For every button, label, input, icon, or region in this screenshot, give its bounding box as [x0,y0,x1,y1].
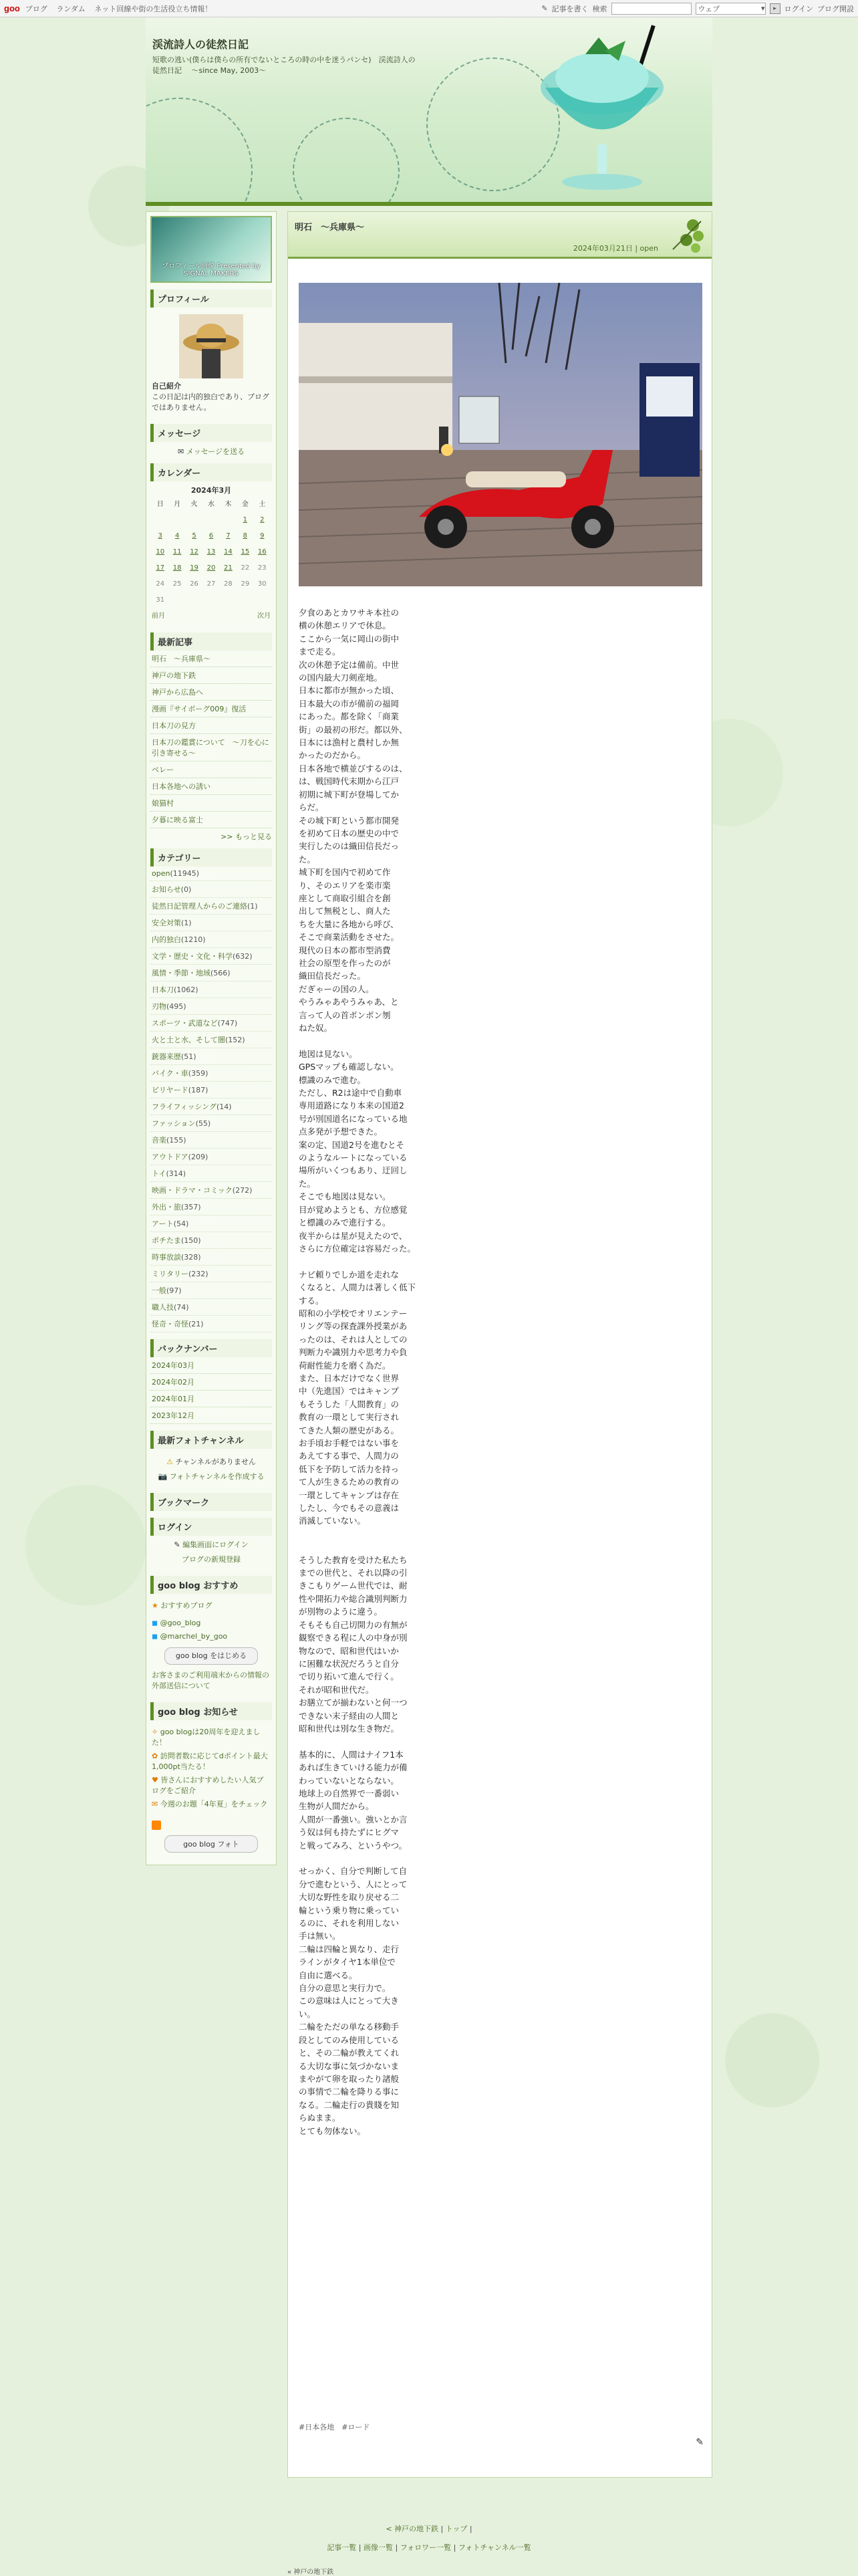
recommend-blog-link[interactable]: おすすめブログ [160,1601,212,1610]
category-link[interactable]: 日本刀 [152,985,174,994]
category-item[interactable] [150,1215,272,1232]
category-link[interactable]: フライフィッシング [152,1102,217,1111]
photo-channel-box [150,1449,272,1486]
news-link[interactable]: 皆さんにおすすめしたい人気ブログをご紹介 [152,1776,264,1795]
calendar-day: 28 [224,580,233,588]
category-link[interactable]: トイ [152,1169,166,1178]
calendar-weekday: 火 [190,501,198,508]
footer-link[interactable]: フォロワー一覧 [400,2543,452,2552]
category-item[interactable] [150,915,272,931]
footer-link[interactable]: 記事一覧 [327,2543,357,2552]
chat-icon: ✉ [152,1800,160,1808]
category-link[interactable]: 徒然日記管理人からのご連絡 [152,902,247,911]
pencil-icon: ✎ [541,4,548,13]
category-link[interactable]: 時事放談 [152,1253,181,1262]
category-item[interactable] [150,881,272,898]
category-count: (155) [166,1136,186,1145]
category-count: (152) [225,1036,245,1044]
open-blog-link[interactable]: ブログ開設 [817,4,854,13]
login-heading: ログイン [150,1518,272,1536]
category-link[interactable]: スポーツ・武道など [152,1019,218,1028]
backnumber-heading: バックナンバー [150,1339,272,1357]
topbar-link-info[interactable]: ネット回線や街の生活役立ち情報！ [94,4,212,13]
category-link[interactable]: 文学・歴史・文化・科学 [152,952,233,961]
news-link[interactable]: 今週のお題「4年夏」をチェック [160,1800,268,1808]
recent-article-link[interactable]: 日本各地への誘い [150,778,272,795]
lace-ornament [293,118,400,206]
calendar-day[interactable]: 10 [156,548,165,556]
category-link[interactable]: 外出・旅 [152,1203,181,1211]
bookmark-heading: ブックマーク [150,1493,272,1511]
calendar-day[interactable]: 2 [260,516,265,523]
heart-icon: ♥ [152,1776,161,1784]
twitter-marchel-link[interactable]: @marchel_by_goo [160,1632,228,1641]
pencil-icon: ✎ [174,1540,180,1549]
category-link[interactable]: 内的独白 [152,935,181,944]
category-count: (0) [180,885,192,894]
calendar-day[interactable]: 20 [206,564,216,572]
send-message-link[interactable] [150,446,272,457]
category-count: (566) [210,969,231,977]
category-link[interactable]: 一般 [152,1286,166,1295]
start-goo-blog-button[interactable]: goo blog をはじめる [164,1647,258,1665]
calendar-day: 26 [190,580,198,588]
register-blog-link[interactable]: ブログの新規登録 [182,1555,241,1564]
blog-description: 短歌の逃い(僕らは僕らの所有でないところの時の中を迷うパンセ) 渓流詩人の徒然日記 ～since May, 2003～ [152,55,416,75]
category-item[interactable] [150,965,272,981]
calendar-day [202,512,219,528]
search-go-button[interactable]: ▸ [770,3,780,14]
category-count: (187) [188,1086,208,1094]
news-item[interactable] [152,1775,271,1796]
category-link[interactable]: 映画・ドラマ・コミック [152,1186,233,1195]
category-count: (314) [166,1169,186,1178]
post-body: 夕食のあとカワサキ本社の 横の休憩エリアで休息。 ここから一気に岡山の街中 まで走る。 次の休憩予定は備前。中世 の国内最大刀剣産地。 日本に都市が無かった頃、 日本最大の市が備前の福岡 にあった。都を除く「商業 街」の最初の形だ。都以外、 日本には漁村と農村しか無 かったのだから。 日本各地で横並びするのは、 は、戦国時代末期から江戸 初期に城下町が登場してか らだ。 その城下町という都市開発 を初めて日本の歴史の中で 実行したのは織田信長だっ た。 城下町を国内で初めて作 り、そのエリアを楽市楽 座として商取引組合を創 出して無税とし、商人た ちを大量に各地から呼び、 そこで商業活動をさせた。 現代の日本の都市型消費 社会の原型を作ったのが 織田信長だった。 だぎゃーの国の人。 やうみゃあやうみゃあ、と 言って人の首ポンポン刎 ねた奴。 地図は見ない。 GPSマップも確認しない。 標識のみで進む。 ただし、R2は途中で自動車 専用道路になり本来の国道2 号が別国道名になっている地 点多発が予想できた。 案の定、国道2号を進むとそ のようなルートになっている 場所がいくつもあり、迂回し た。 そこでも地図は見ない。 目が覚めようとも、方位感覚 と標識のみで進行する。 夜半からは星が見えたので、 さらに方位確定は容易だった。 ナビ頼りでしか道を走れな くなると、人間力は著しく低下 する。 昭和の小学校でオリエンテー リング等の探査課外授業があ ったのは、それは人としての 判断力や識別力や思考力や負 荷耐性能力を磨く為だ。 また、日本だけでなく世界 中（先進国）ではキャンプ もそうした「人間教育」の 教育の一環として実行され てきた人類の歴史がある。 お手頃お手軽ではない事を あえてする事で、人間力の 低下を予防して活力を持っ て人が生きるための教育の 一環としてキャンプは存在 したし、今でもその意義は 消滅していない。 そうした教育を受けた私たち までの世代と、それ以降の引 きこもりゲーム世代では、耐 性や開拓力や総合識別判断力 が別物のように違う。 そもそも自己切開力の有無が 観察できる程に人の中身が別 物なので、昭和世代はいか に困難な状況だろうと自分 で切り拓いて進んで行く。 それが昭和世代だ。 お膳立てが揃わないと何一つ できない末子経由の人間と 昭和世代は別な生き物だ。 基本的に、人間はナイフ1本 あれば生きていける能力が備 わっていないとならない。 地球上の自然界で一番弱い 生物が人間だから。 人間が一番強い。強いとか言 う奴は何も持たずにヒグマ と戦ってみろ、というやつ。 せっかく、自分で判断して自 分で進むという、人にとって 大切な野性を取り戻せる二 輪という乗り物に乗ってい るのに、それを利用しない 手は無い。 二輪は四輪と異なり、走行 ラインがタイヤ1本単位で 自由に選べる。 自分の意思と実行力で。 この意味は人にとって大き い。 二輪をただの単なる移動手 段としてのみ使用している と、その二輪が教えてくれ る大切な事に気づかないま まやがて卵を取ったり諸般 の事情で二輪を降りる事に なる。二輪走行の貴賤を知 らぬまま。 とても勿体ない。 [299,608,416,2136]
star-icon: ★ [152,1601,158,1610]
calendar-day[interactable]: 19 [190,564,198,572]
message-heading: メッセージ [150,424,272,442]
category-count: (357) [181,1203,201,1211]
calendar-day[interactable]: 11 [172,548,182,556]
calendar-day[interactable]: 6 [208,532,214,540]
category-count: (272) [232,1186,253,1195]
write-article-link[interactable]: 記事を書く [551,4,589,13]
calendar-day[interactable]: 15 [241,548,250,556]
category-count: (359) [188,1069,208,1078]
category-link[interactable]: アウトドア [152,1153,188,1161]
login-box [150,1536,272,1569]
recent-article-link[interactable]: 神戸から広島へ [150,684,272,701]
rss-icon[interactable] [152,1821,161,1830]
post-date-link[interactable]: 2024年03月21日 [573,244,633,253]
intro-label: 自己紹介 [152,382,181,390]
envelope-icon: ✉ [177,447,184,456]
category-link[interactable]: バイク・車 [152,1069,188,1078]
category-item[interactable] [150,898,272,915]
warning-icon: ⚠ [166,1457,174,1466]
calendar-day[interactable]: 14 [224,548,233,556]
photo-channel-none: チャンネルがありません [175,1457,256,1466]
calendar-table [152,497,271,608]
backnumber-link[interactable]: 2024年01月 [150,1391,272,1407]
blog-title[interactable]: 渓流詩人の徒然日記 [152,38,249,51]
calendar-day [237,592,253,608]
recent-article-link[interactable]: 漫画『サイボーグ009』復活 [150,701,272,717]
category-count: (51) [181,1052,196,1061]
calendar-day [186,592,202,608]
footer-link[interactable]: フォトチャンネル一覧 [458,2543,531,2552]
topbar-link-blog[interactable]: ブログ [25,4,47,13]
recent-article-link[interactable]: 娘猫村 [150,795,272,812]
recent-article-link[interactable]: 夕暮に映る富士 [150,812,272,828]
sparkle-icon: ✧ [152,1728,160,1736]
recent-articles-list [150,651,272,828]
category-count: (495) [166,1002,186,1011]
post-title: 明石 ～兵庫県～ [295,223,365,233]
recent-heading: 最新記事 [150,632,272,651]
intro-text: この日記は内的独白であり、ブログではありません。 [152,392,269,412]
profile-heading: プロフィール [150,289,272,308]
category-count: (97) [166,1286,182,1295]
external-transmission-notice-link[interactable]: お客さまのご利用端末からの情報の外部送信について [152,1671,269,1690]
calendar-day[interactable]: 13 [206,548,216,556]
footer-link[interactable]: 画像一覧 [364,2543,394,2552]
calendar-day: 30 [257,580,267,588]
category-link[interactable]: ポチたま [152,1236,181,1245]
category-item[interactable] [150,1316,272,1332]
calendar-day [220,512,237,528]
recent-article-link[interactable]: 日本刀の見方 [150,717,272,734]
news-list [150,1720,272,1817]
twitter-icon: ◼ [152,1619,158,1627]
create-photo-channel-link[interactable]: フォトチャンネルを作成する [169,1472,265,1481]
camera-icon: 📷 [158,1472,168,1481]
calendar-month: 2024年3月 [190,486,232,495]
category-item[interactable] [150,1165,272,1182]
calendar-day[interactable]: 12 [190,548,198,556]
category-item[interactable] [150,998,272,1015]
category-count: (747) [217,1019,238,1028]
news-item[interactable] [152,1751,271,1772]
calendar-day[interactable]: 21 [224,564,233,572]
calendar-day[interactable]: 17 [156,564,165,572]
calendar-day[interactable]: 8 [243,532,247,540]
twitter-goo-blog-link[interactable]: @goo_blog [160,1619,201,1627]
calendar-day: 25 [172,580,182,588]
category-item[interactable] [150,948,272,965]
calendar-day[interactable]: 9 [260,532,265,540]
backnumber-link[interactable]: 2023年12月 [150,1407,272,1424]
category-count: (632) [233,952,253,961]
category-link[interactable]: お知らせ [152,885,181,894]
calendar-weekday: 金 [241,501,249,508]
topbar-right [541,3,854,15]
category-heading: カテゴリー [150,848,272,866]
category-item[interactable] [150,981,272,998]
prev-article-link[interactable]: < 神戸の地下鉄 [386,2525,439,2533]
calendar-day [186,512,202,528]
calendar-weekday: 月 [174,501,181,508]
category-count: (232) [188,1270,208,1278]
banner-caption: プロフィール画像 Presented by SIGNAL MAKERS [162,263,261,277]
calendar-day[interactable]: 3 [158,532,162,540]
top-link[interactable]: トップ [445,2525,468,2533]
goo-blog-photo-button[interactable]: goo blog フォト [164,1835,258,1853]
calendar-day: 31 [156,596,165,604]
recent-article-link[interactable]: 日本刀の鑑賞について ～刀を心に引き寄せる～ [150,734,272,762]
category-item[interactable] [150,1182,272,1199]
category-item[interactable] [150,1232,272,1249]
post-header [288,212,712,259]
category-item[interactable] [150,1249,272,1266]
category-item[interactable] [150,1299,272,1316]
footer-nav: < 神戸の地下鉄 | トップ | [386,2525,472,2533]
calendar-nav [152,611,271,622]
blog-header [146,17,712,206]
calendar-prev-link[interactable]: 前月 [152,612,165,620]
twitter-icon: ◼ [152,1632,158,1641]
login-link[interactable]: ログイン [784,4,813,13]
category-item[interactable] [150,1132,272,1149]
calendar-next-link[interactable]: 次月 [257,612,271,620]
calendar-day [220,592,237,608]
category-count: (209) [188,1153,208,1161]
calendar-day: 23 [257,564,267,572]
category-link[interactable]: ビリヤード [152,1086,188,1094]
shaved-ice-glass-image [519,24,686,198]
category-item[interactable] [150,1199,272,1215]
calendar-day [254,592,271,608]
category-count: (1) [247,902,258,911]
calendar-day: 29 [241,580,250,588]
category-link[interactable]: 刃物 [152,1002,166,1011]
category-item[interactable] [150,1065,272,1082]
calendar-day [168,592,185,608]
post-tags[interactable]: #日本各地 #ロード [299,2423,370,2432]
sidebar [146,211,277,1865]
category-item[interactable] [150,1032,272,1048]
send-message-text[interactable]: メッセージを送る [186,447,245,456]
leaf-ornament-icon [666,216,706,256]
topbar-link-random[interactable]: ランダム [56,4,86,13]
calendar-day[interactable]: 5 [192,532,196,540]
post-category-link[interactable]: open [639,244,658,253]
category-item[interactable] [150,1115,272,1132]
photo-channel-heading: 最新フォトチャンネル [150,1431,272,1449]
goo-logo[interactable]: goo [4,3,20,13]
category-link[interactable]: 音楽 [152,1136,166,1145]
category-link[interactable]: ミリタリー [152,1270,188,1278]
category-count: (150) [181,1236,201,1245]
search-scope-select[interactable] [696,3,766,15]
calendar-day: 27 [206,580,216,588]
lace-ornament [146,98,253,206]
calendar-day: 22 [241,564,250,572]
edit-pencil-icon[interactable]: ✎ [696,2437,704,2448]
calendar-day [202,592,219,608]
calendar-day[interactable]: 18 [172,564,182,572]
backnumber-list [150,1357,272,1424]
category-count: (55) [195,1119,211,1128]
more-link[interactable]: >> もっと見る [221,832,272,841]
category-link[interactable]: 職人技 [152,1303,174,1312]
calendar-day [152,512,168,528]
calendar-day[interactable]: 7 [226,532,231,540]
gift-icon: ✿ [152,1752,160,1760]
category-count: (11945) [170,869,200,878]
calendar-day: 24 [156,580,165,588]
category-item[interactable] [150,1082,272,1098]
category-item[interactable] [150,866,272,881]
backnumber-link[interactable]: 2024年02月 [150,1374,272,1391]
category-count: (54) [173,1219,189,1228]
category-link[interactable]: 怪奇・奇怪 [152,1320,188,1328]
scooter-photo[interactable] [299,283,702,586]
calendar-day[interactable]: 16 [257,548,267,556]
search-scope-value: ウェブ [698,4,720,13]
sidebar-banner [150,216,272,283]
footer-links: 記事一覧 | 画像一覧 | フォロワー一覧 | フォトチャンネル一覧 [327,2543,531,2552]
category-link[interactable]: 風情・季節・地域 [152,969,210,977]
topbar-links [25,3,219,14]
category-link[interactable]: 安全対策 [152,919,181,927]
category-list [150,866,272,1332]
category-link[interactable]: 火と土と水、そして闇 [152,1036,225,1044]
calendar-box [150,481,272,626]
category-count: (21) [188,1320,204,1328]
calendar-heading: カレンダー [150,463,272,481]
category-item[interactable] [150,1098,272,1115]
calendar-weekday: 水 [207,501,214,508]
news-item[interactable] [152,1727,271,1748]
calendar-day[interactable]: 4 [174,532,180,540]
calendar-day[interactable]: 1 [243,516,247,523]
news-link[interactable]: goo blogは20周年を迎えました！ [152,1728,261,1747]
recommend-heading: goo blog おすすめ [150,1576,272,1594]
calendar-weekday: 木 [225,501,232,508]
edit-login-link[interactable]: 編集画面にログイン [182,1540,249,1549]
category-item[interactable] [150,931,272,948]
category-count: (1210) [181,935,206,944]
category-count: (1) [181,919,192,927]
search-label: 検索 [592,4,607,13]
goo-topbar [0,0,858,17]
backnumber-link[interactable]: 2024年03月 [150,1357,272,1374]
news-item[interactable] [152,1799,271,1810]
news-link[interactable]: 訪問者数に応じてdポイント最大1,000pt当たる！ [152,1752,268,1771]
recent-article-link[interactable]: 神戸の地下鉄 [150,667,272,684]
recent-article-link[interactable]: 明石 ～兵庫県～ [150,651,272,667]
category-count: (1062) [174,985,198,994]
category-item[interactable] [150,1048,272,1065]
calendar-weekday: 土 [259,501,266,508]
category-link[interactable]: ファッション [152,1119,196,1128]
profile-box [150,308,272,417]
category-item[interactable] [150,1149,272,1165]
post-meta: 2024年03月21日 | open [573,244,658,253]
category-item[interactable] [150,1282,272,1299]
category-item[interactable] [150,1015,272,1032]
calendar-day [168,512,185,528]
category-link[interactable]: アート [152,1219,174,1228]
category-count: (74) [174,1303,189,1312]
footer-prev-article[interactable]: « 神戸の地下鉄 [287,2569,334,2576]
category-count: (328) [181,1253,201,1262]
profile-avatar [179,314,243,378]
search-input[interactable] [611,3,692,15]
category-count: (14) [216,1102,232,1111]
category-item[interactable] [150,1266,272,1282]
chevron-down-icon: ▾ [761,4,765,13]
recent-article-link[interactable]: ベレー [150,762,272,778]
recommend-box [150,1594,272,1695]
category-link[interactable]: 銃器来歴 [152,1052,181,1061]
page-wrap [146,17,712,2576]
category-link[interactable]: open [152,869,170,878]
main-content [287,211,712,2478]
news-heading: goo blog お知らせ [150,1702,272,1720]
calendar-weekday: 日 [156,501,164,508]
